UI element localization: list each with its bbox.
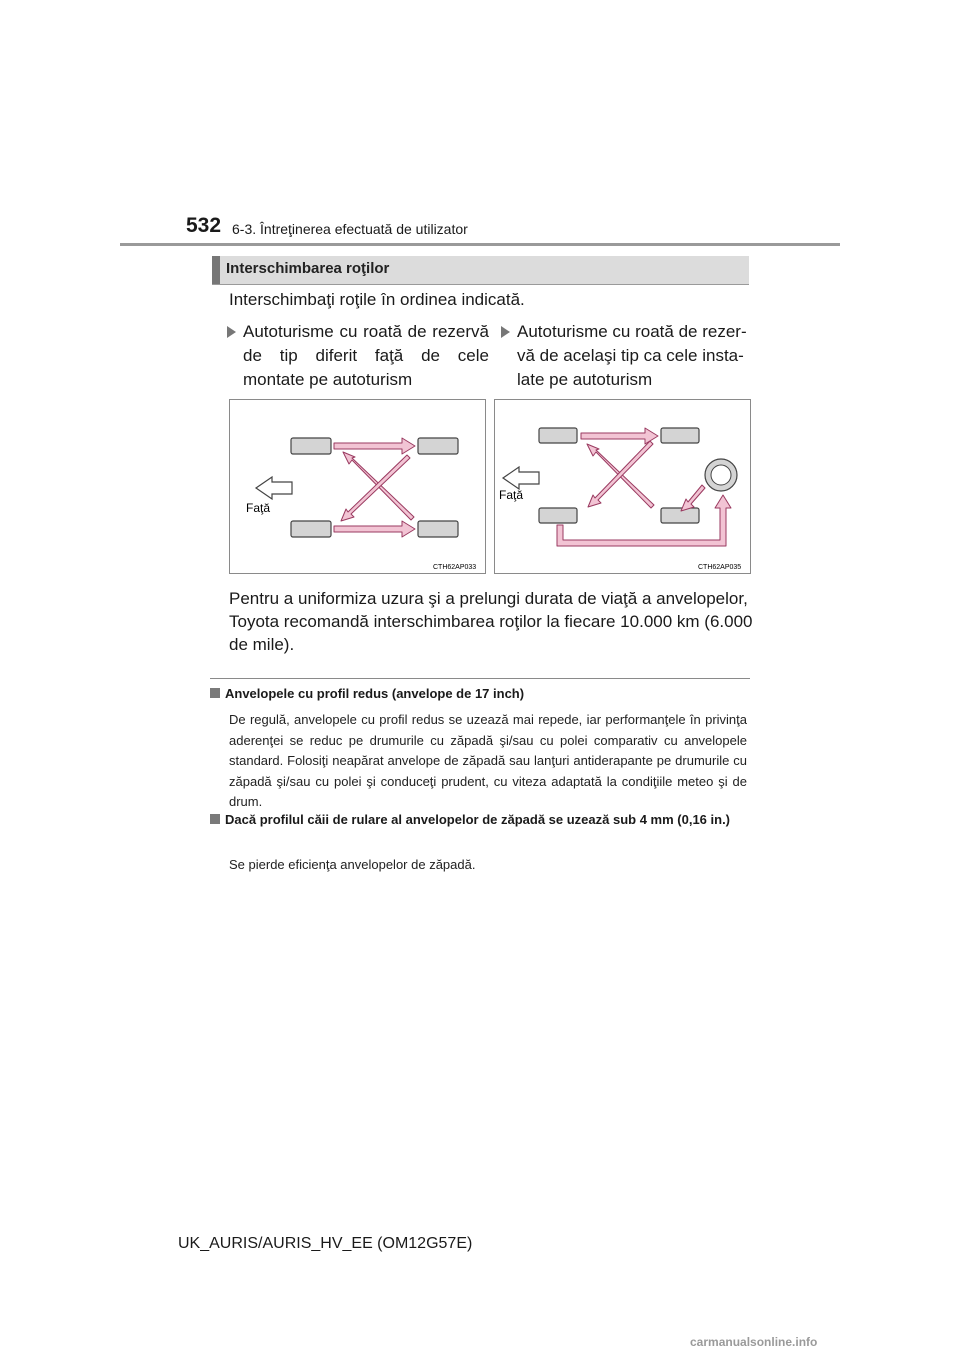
arrow-front-left-to-front-right [581, 428, 658, 444]
diagram-code: CTH62AP035 [698, 564, 742, 571]
chapter-title: 6-3. Întreţinerea efectuată de utilizator [232, 221, 468, 237]
header-divider [120, 243, 840, 246]
square-bullet-icon [210, 688, 220, 698]
triangle-bullet-icon [501, 326, 510, 338]
note-body-snow-tire-wear: Se pierde eficienţa anvelopelor de zăpadă. [229, 857, 476, 872]
rotation-recommendation-text: Pentru a uniformiza uzura şi a prelungi durata de viaţă a anvelopelor, Toyota recomandă interschimbarea roţilor la fiecare 10.000 km (6.000 de mile). [229, 589, 753, 654]
arrow-front-right-to-rear-left [341, 455, 410, 521]
tire-rear-right [661, 508, 699, 523]
rotation-diagram-left-svg [230, 400, 485, 573]
option-different-spare [227, 320, 489, 392]
notes-divider [210, 678, 750, 679]
note-heading-low-profile [210, 684, 750, 706]
front-direction-arrow-icon [503, 467, 539, 489]
tire-rear-left [539, 508, 577, 523]
section-title: Interschimbarea roţilor [226, 260, 390, 277]
tire-front-left [291, 438, 331, 454]
option-right-text: Autoturisme cu roată de rezervă de acelaşi tip ca cele instalate pe autoturism [517, 322, 747, 389]
intro-text: Interschimbaţi roţile în ordinea indicată. [229, 290, 525, 309]
triangle-bullet-icon [227, 326, 236, 338]
note-heading-text: Anvelopele cu profil redus (anvelope de 17 inch) [225, 686, 525, 701]
rotation-diagram-right-svg [495, 400, 750, 573]
front-label: Faţă [499, 488, 524, 502]
note-heading-text: Dacă profilul căii de rulare al anvelopelor de zăpadă se uzează sub 4 mm (0,16 in.) [225, 812, 731, 827]
section-heading-bar [212, 256, 749, 285]
arrow-rear-left-to-spare [557, 495, 731, 546]
arrow-rear-left-to-rear-right [334, 521, 415, 537]
tire-rear-right [418, 521, 458, 537]
rotation-diagram-right [494, 399, 751, 574]
tire-front-left [539, 428, 577, 443]
note-heading-snow-tire-wear [210, 810, 750, 852]
tire-front-right [661, 428, 699, 443]
option-left-text: Autoturisme cu roată de rezervă de tip diferit faţă de cele montate pe autoturism [243, 322, 489, 389]
square-bullet-icon [210, 814, 220, 824]
front-label: Faţă [246, 501, 271, 515]
note-body-low-profile: De regulă, anvelopele cu profil redus se uzează mai repede, iar performanţele în privinţa aderenţei se reduc pe drumurile cu zăpadă şi/sau cu polei comparativ cu anvelopele standard. Folosiţi neapărat anvelope de zăpadă sau lanţuri antiderapante pe drumurile cu zăpadă şi/sau cu polei şi conduceţi prudent, cu viteza adaptată la condiţiile meteo şi de drum. [229, 712, 747, 809]
diagram-code: CTH62AP033 [433, 564, 477, 571]
page-number: 532 [186, 214, 222, 237]
front-direction-arrow-icon [256, 477, 292, 499]
rotation-diagram-left [229, 399, 486, 574]
arrow-front-left-to-front-right [334, 438, 415, 454]
option-same-spare [501, 320, 751, 392]
arrow-spare-to-rear-right [681, 485, 705, 511]
spare-tire [705, 459, 737, 491]
section-heading-marker [212, 256, 220, 284]
tire-rear-left [291, 521, 331, 537]
watermark: carmanualsonline.info [690, 1335, 818, 1349]
tire-front-right [418, 438, 458, 454]
footer-model-code: UK_AURIS/AURIS_HV_EE (OM12G57E) [178, 1235, 473, 1252]
